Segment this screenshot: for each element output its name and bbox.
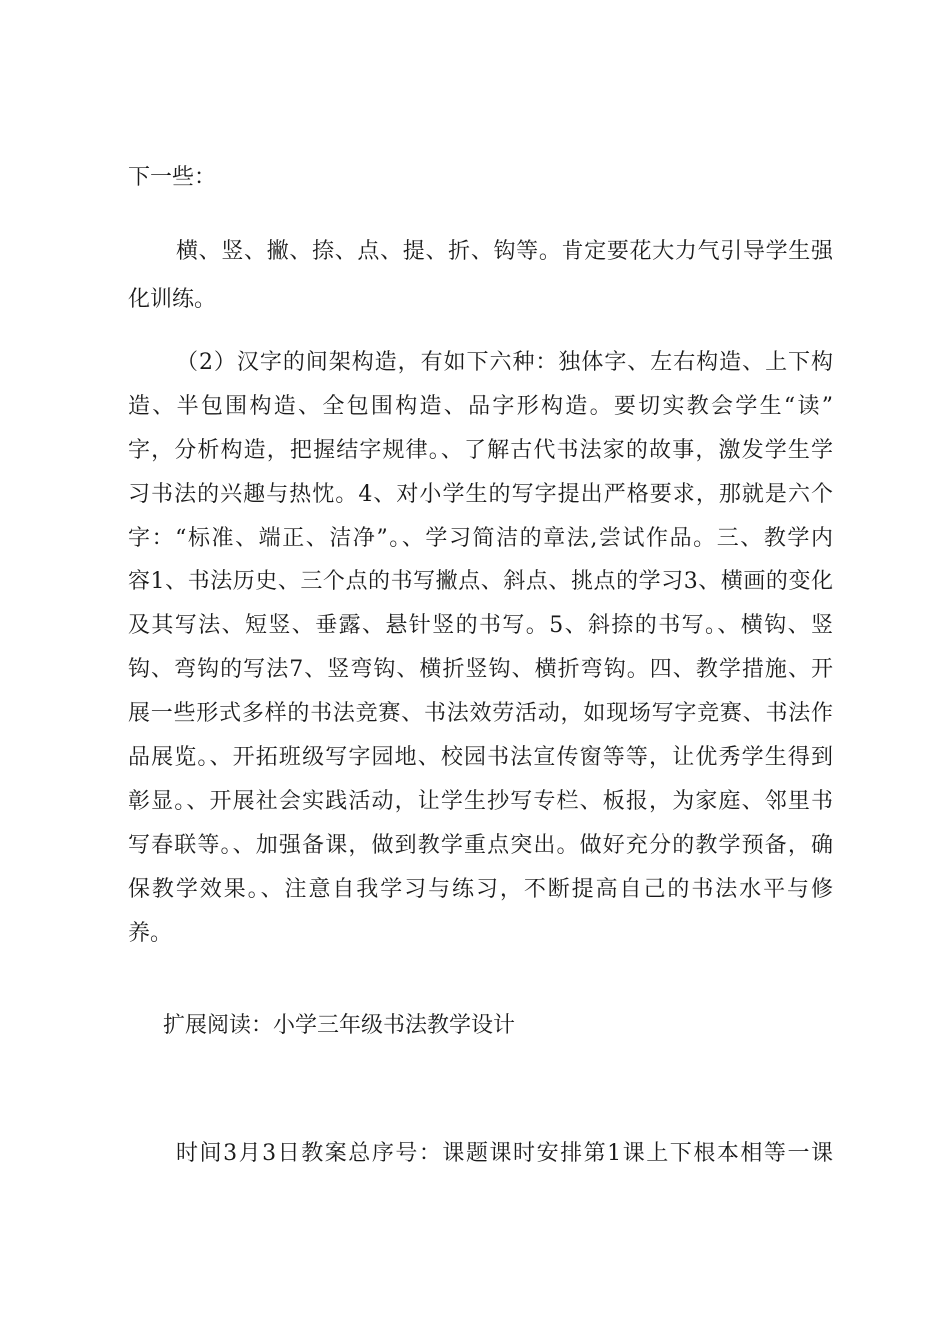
paragraph-3-line-11: 彰显。、开展社会实践活动，让学生抄写专栏、板报，为家庭、邻里书 xyxy=(128,789,833,814)
paragraph-3-line-12: 写春联等。、加强备课，做到教学重点突出。做好充分的教学预备，确 xyxy=(128,833,833,858)
paragraph-3-line-6: 容1、书法历史、三个点的书写撇点、斜点、挑点的学习3、横画的变化 xyxy=(128,569,833,594)
paragraph-3-line-3: 字，分析构造，把握结字规律。、了解古代书法家的故事，激发学生学 xyxy=(128,438,833,463)
paragraph-3-line-4: 习书法的兴趣与热忱。4、对小学生的写字提出严格要求，那就是六个 xyxy=(128,482,833,507)
paragraph-3-line-2: 造、半包围构造、全包围构造、品字形构造。要切实教会学生“读” xyxy=(128,394,833,419)
paragraph-3-line-14: 养。 xyxy=(128,921,173,946)
paragraph-2-line-1: 横、竖、撇、捺、点、提、折、钩等。肯定要花大力气引导学生强 xyxy=(176,239,833,264)
paragraph-2-line-2: 化训练。 xyxy=(128,287,217,312)
paragraph-3-line-7: 及其写法、短竖、垂露、悬针竖的书写。5、斜捺的书写。、横钩、竖 xyxy=(128,613,833,638)
lesson-header-line: 时间3月3日教案总序号：课题课时安排第1课上下根本相等一课 xyxy=(176,1141,833,1166)
paragraph-3-line-13: 保教学效果。、注意自我学习与练习，不断提高自己的书法水平与修 xyxy=(128,877,833,902)
paragraph-3-line-8: 钩、弯钩的写法7、竖弯钩、横折竖钩、横折弯钩。四、教学措施、开 xyxy=(128,657,833,682)
extended-reading-heading: 扩展阅读：小学三年级书法教学设计 xyxy=(163,1013,516,1038)
paragraph-3-line-9: 展一些形式多样的书法竞赛、书法效劳活动，如现场写字竞赛、书法作 xyxy=(128,701,833,726)
paragraph-3-line-1: （2）汉字的间架构造，有如下六种：独体字、左右构造、上下构 xyxy=(176,350,833,375)
paragraph-1-line-1: 下一些： xyxy=(128,165,217,190)
paragraph-3-line-10: 品展览。、开拓班级写字园地、校园书法宣传窗等等，让优秀学生得到 xyxy=(128,745,833,770)
paragraph-3-line-5: 字：“标准、端正、洁净”。、学习简洁的章法,尝试作品。三、教学内 xyxy=(128,526,833,551)
